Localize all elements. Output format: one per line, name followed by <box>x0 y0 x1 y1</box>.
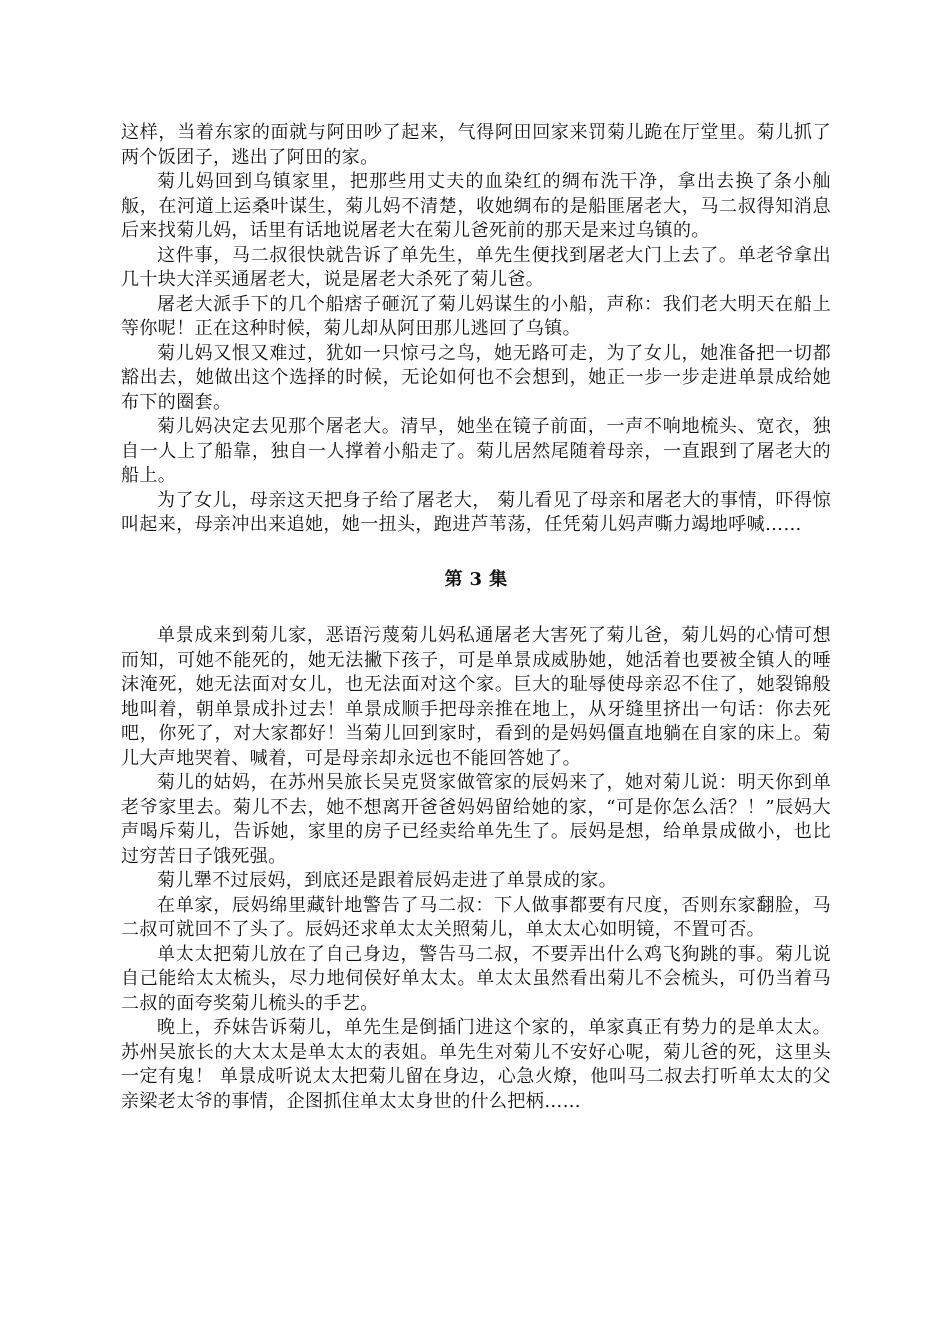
paragraph: 菊儿妈又恨又难过，犹如一只惊弓之鸟，她无路可走，为了女儿，她准备把一切都豁出去，她做出这个选择的时候，无论如何也不会想到，她正一步一步走进单景成给她布下的圈套。 <box>121 342 831 413</box>
paragraph: 在单家，辰妈绵里藏针地警告了马二叔：下人做事都要有尺度，否则东家翻脸，马二叔可就回不了头了。辰妈还求单太太关照菊儿，单太太心如明镜，不置可否。 <box>121 894 831 940</box>
paragraph: 菊儿妈回到乌镇家里，把那些用丈夫的血染红的绸布洗干净，拿出去换了条小舢舨，在河道上运桑叶谋生，菊儿妈不清楚，收她绸布的是船匪屠老大，马二叔得知消息后来找菊儿妈，话里有话地说屠老大在菊儿爸死前的那天是来过乌镇的。 <box>121 171 831 241</box>
paragraph: 菊儿妈决定去见那个屠老大。清早，她坐在镜子前面，一声不响地梳头、宽衣，独自一人上了船靠，独自一人撑着小船走了。菊儿居然尾随着母亲，一直跟到了屠老大的船上。 <box>121 416 831 486</box>
paragraph: 这件事，马二叔很快就告诉了单先生，单先生便找到屠老大门上去了。单老爷拿出几十块大洋买通屠老大，说是屠老大杀死了菊儿爸。 <box>121 244 831 290</box>
episode-heading: 第 3 集 <box>444 568 508 590</box>
paragraph: 单景成来到菊儿家，恶语污蔑菊儿妈私通屠老大害死了菊儿爸，菊儿妈的心情可想而知，可她不能死的，她无法撇下孩子，可是单景成威胁她，她活着也要被全镇人的唾沫淹死，她无法面对女儿，也无法面对这个家。巨大的耻辱使母亲忍不住了，她裂锦般地叫着，朝单景成扑过去！单景成顺手把母亲推在地上，从牙缝里挤出一句话：你去死吧，你死了，对大家都好！当菊儿回到家时，看到的是妈妈僵直地躺在自家的床上。菊儿大声地哭着、喊着，可是母亲却永远也不能回答她了。 <box>121 625 831 769</box>
paragraph: 屠老大派手下的几个船痞子砸沉了菊儿妈谋生的小船，声称：我们老大明天在船上等你呢！正在这种时候，菊儿却从阿田那儿逃回了乌镇。 <box>121 293 831 339</box>
paragraph: 为了女儿，母亲这天把身子给了屠老大， 菊儿看见了母亲和屠老大的事情，吓得惊叫起来，母亲冲出来追她，她一扭头，跑进芦苇荡，任凭菊儿妈声嘶力竭地呼喊…… <box>121 489 831 535</box>
paragraph: 菊儿犟不过辰妈，到底还是跟着辰妈走进了单景成的家。 <box>157 870 617 891</box>
document-page <box>121 121 831 1114</box>
paragraph: 晚上，乔妹告诉菊儿，单先生是倒插门进这个家的，单家真正有势力的是单太太。苏州吴旅长的大太太是单太太的表姐。单先生对菊儿不安好心呢，菊儿爸的死，这里头一定有鬼！ 单景成听说太太把菊儿留在身边，心急火燎，他叫马二叔去打听单太太的父亲梁老太爷的事情，企图抓住单太太身世的什么把柄…… <box>121 1017 831 1112</box>
paragraph: 单太太把菊儿放在了自己身边，警告马二叔，不要弄出什么鸡飞狗跳的事。菊儿说自己能给太太梳头，尽力地伺侯好单太太。单太太虽然看出菊儿不会梳头，可仍当着马二叔的面夸奖菊儿梳头的手艺。 <box>121 943 831 1014</box>
paragraph: 菊儿的姑妈，在苏州吴旅长吴克贤家做管家的辰妈来了，她对菊儿说：明天你到单老爷家里去。菊儿不去，她不想离开爸爸妈妈留给她的家，“可是你怎么活？！”辰妈大声喝斥菊儿，告诉她，家里的房子已经卖给单先生了。辰妈是想，给单景成做小，也比过穷苦日子饿死强。 <box>121 772 831 867</box>
paragraph: 这样，当着东家的面就与阿田吵了起来，气得阿田回家来罚菊儿跪在厅堂里。菊儿抓了两个饭团子，逃出了阿田的家。 <box>121 122 831 168</box>
